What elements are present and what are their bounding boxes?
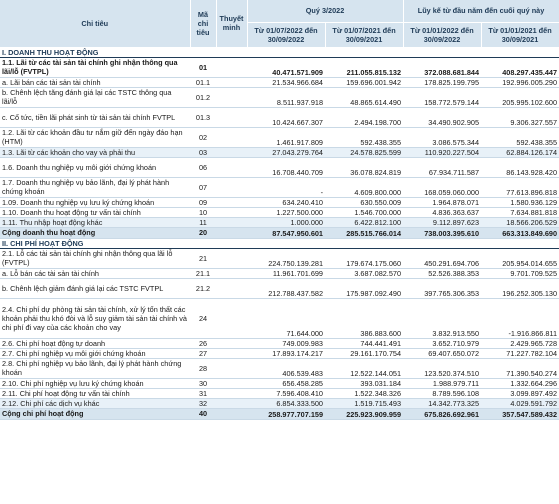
- row-value-ytd-2022: 123.520.374.510: [403, 358, 481, 378]
- row-value-q3-2021: 3.687.082.570: [325, 268, 403, 278]
- total-row: [0, 408, 559, 419]
- row-value-ytd-2022: 9.112.897.623: [403, 217, 481, 227]
- row-code: 40: [190, 408, 216, 419]
- table-header: [0, 0, 559, 47]
- row-value-q3-2021: 48.865.614.490: [325, 87, 403, 107]
- row-code: 01.1: [190, 77, 216, 87]
- row-note: [216, 177, 247, 197]
- row-code: 31: [190, 388, 216, 398]
- table-row: [0, 278, 559, 298]
- row-value-ytd-2021: 205.995.102.600: [481, 87, 559, 107]
- row-note: [216, 298, 247, 338]
- row-label: 2.8. Chi phí nghiệp vụ bảo lãnh, đại lý phát hành chứng khoán: [0, 358, 190, 378]
- row-value-q3-2022: 27.043.279.764: [247, 147, 325, 157]
- row-value-q3-2022: 406.539.483: [247, 358, 325, 378]
- row-value-ytd-2021: 1.332.664.296: [481, 378, 559, 388]
- row-code: 27: [190, 348, 216, 358]
- row-value-ytd-2022: 372.088.681.844: [403, 57, 481, 77]
- row-label: c. Cổ tức, tiền lãi phát sinh từ tài sản tài chính FVTPL: [0, 107, 190, 127]
- row-note: [216, 248, 247, 268]
- row-value-ytd-2022: 168.059.060.000: [403, 177, 481, 197]
- row-value-q3-2022: 1.461.917.809: [247, 127, 325, 147]
- row-value-q3-2021: [325, 47, 403, 57]
- section-row: [0, 238, 559, 248]
- row-label: a. Lỗ bán các tài sản tài chính: [0, 268, 190, 278]
- table-row: [0, 177, 559, 197]
- row-value-q3-2022: [247, 47, 325, 57]
- row-code: 02: [190, 127, 216, 147]
- row-value-ytd-2022: 450.291.694.706: [403, 248, 481, 268]
- row-code: 26: [190, 338, 216, 348]
- row-value-q3-2021: 159.696.001.942: [325, 77, 403, 87]
- row-note: [216, 197, 247, 207]
- row-note: [216, 227, 247, 238]
- table-row: [0, 268, 559, 278]
- header-period: Từ 01/07/2021 đến 30/09/2021: [325, 22, 403, 47]
- row-value-q3-2021: 179.674.175.060: [325, 248, 403, 268]
- header-indicator: Chỉ tiêu: [0, 0, 190, 47]
- row-note: [216, 57, 247, 77]
- table-row: [0, 378, 559, 388]
- table-row: [0, 358, 559, 378]
- row-value-q3-2022: 634.240.410: [247, 197, 325, 207]
- table-row: [0, 107, 559, 127]
- row-value-q3-2021: 2.494.198.700: [325, 107, 403, 127]
- row-value-q3-2021: 4.609.800.000: [325, 177, 403, 197]
- row-value-ytd-2022: 3.652.710.979: [403, 338, 481, 348]
- row-value-ytd-2022: 675.826.692.961: [403, 408, 481, 419]
- row-value-q3-2022: 749.009.983: [247, 338, 325, 348]
- row-code: 32: [190, 398, 216, 408]
- row-value-q3-2022: 21.534.966.684: [247, 77, 325, 87]
- row-value-ytd-2021: 2.429.965.728: [481, 338, 559, 348]
- row-value-ytd-2021: 62.884.126.174: [481, 147, 559, 157]
- row-value-q3-2022: 17.893.174.217: [247, 348, 325, 358]
- row-note: [216, 378, 247, 388]
- table-row: [0, 298, 559, 338]
- row-label: 1.10. Doanh thu hoạt động tư vấn tài chính: [0, 207, 190, 217]
- row-code: 28: [190, 358, 216, 378]
- row-note: [216, 147, 247, 157]
- table-row: [0, 348, 559, 358]
- row-label: 1.3. Lãi từ các khoản cho vay và phải thu: [0, 147, 190, 157]
- table-row: [0, 398, 559, 408]
- row-value-ytd-2022: 8.789.596.108: [403, 388, 481, 398]
- row-value-q3-2022: 10.424.667.307: [247, 107, 325, 127]
- row-value-q3-2022: 87.547.950.601: [247, 227, 325, 238]
- row-label: 2.11. Chi phí hoạt động tư vấn tài chính: [0, 388, 190, 398]
- row-code: 24: [190, 298, 216, 338]
- row-value-ytd-2021: 9.306.327.557: [481, 107, 559, 127]
- row-value-q3-2021: 592.438.355: [325, 127, 403, 147]
- row-label: 1.6. Doanh thu nghiệp vụ môi giới chứng khoán: [0, 157, 190, 177]
- table-row: [0, 77, 559, 87]
- row-note: [216, 388, 247, 398]
- row-value-ytd-2022: [403, 47, 481, 57]
- row-value-ytd-2021: 3.099.897.492: [481, 388, 559, 398]
- row-code: 21: [190, 248, 216, 268]
- section-row: [0, 47, 559, 57]
- row-value-q3-2022: 656.458.285: [247, 378, 325, 388]
- row-code: 07: [190, 177, 216, 197]
- row-value-ytd-2021: 196.252.305.130: [481, 278, 559, 298]
- row-value-q3-2022: 40.471.571.909: [247, 57, 325, 77]
- row-value-ytd-2021: 71.227.782.104: [481, 348, 559, 358]
- row-value-ytd-2022: 52.526.388.353: [403, 268, 481, 278]
- row-value-ytd-2022: 14.342.773.325: [403, 398, 481, 408]
- row-value-q3-2022: 16.708.440.709: [247, 157, 325, 177]
- row-code: 01.2: [190, 87, 216, 107]
- row-value-ytd-2021: 357.547.589.432: [481, 408, 559, 419]
- row-value-q3-2021: 225.923.909.959: [325, 408, 403, 419]
- row-label: 1.7. Doanh thu nghiệp vụ bảo lãnh, đại lý phát hành chứng khoán: [0, 177, 190, 197]
- row-value-q3-2021: 1.519.715.493: [325, 398, 403, 408]
- row-value-ytd-2021: 592.438.355: [481, 127, 559, 147]
- table-body: [0, 47, 559, 419]
- row-value-ytd-2022: 69.407.650.072: [403, 348, 481, 358]
- row-value-ytd-2022: 397.765.306.353: [403, 278, 481, 298]
- row-value-ytd-2021: 86.143.928.420: [481, 157, 559, 177]
- row-value-q3-2021: 12.522.144.051: [325, 358, 403, 378]
- table-row: [0, 207, 559, 217]
- row-value-q3-2021: 24.578.825.599: [325, 147, 403, 157]
- row-value-q3-2021: 285.515.766.014: [325, 227, 403, 238]
- row-value-q3-2022: 7.596.408.410: [247, 388, 325, 398]
- row-value-ytd-2022: 110.920.227.504: [403, 147, 481, 157]
- row-value-ytd-2022: 3.086.575.344: [403, 127, 481, 147]
- row-label: 2.4. Chi phí dự phòng tài sản tài chính, xử lý tổn thất các khoản phải thu khó đòi và lỗ suy giảm tài sản tài chính và chi phí đi vay của các khoản cho vay: [0, 298, 190, 338]
- row-label: 2.7. Chi phí nghiệp vụ môi giới chứng khoán: [0, 348, 190, 358]
- row-value-ytd-2022: 4.836.363.637: [403, 207, 481, 217]
- row-note: [216, 87, 247, 107]
- row-note: [216, 207, 247, 217]
- table-row: [0, 147, 559, 157]
- row-value-q3-2022: 1.000.000: [247, 217, 325, 227]
- row-note: [216, 127, 247, 147]
- row-label: 1.09. Doanh thu nghiệp vụ lưu ký chứng khoán: [0, 197, 190, 207]
- row-value-ytd-2022: 158.772.579.144: [403, 87, 481, 107]
- row-code: 09: [190, 197, 216, 207]
- row-value-q3-2021: 393.031.184: [325, 378, 403, 388]
- row-note: [216, 238, 247, 248]
- table-row: [0, 217, 559, 227]
- row-code: 30: [190, 378, 216, 388]
- table-row: [0, 87, 559, 107]
- row-value-q3-2021: 175.987.092.490: [325, 278, 403, 298]
- row-note: [216, 358, 247, 378]
- row-code: 01: [190, 57, 216, 77]
- header-note: Thuyết minh: [216, 0, 247, 47]
- row-value-q3-2022: 212.788.437.582: [247, 278, 325, 298]
- row-value-ytd-2021: [481, 47, 559, 57]
- row-value-ytd-2021: 7.634.881.818: [481, 207, 559, 217]
- row-label: II. CHI PHÍ HOẠT ĐỘNG: [0, 238, 190, 248]
- row-value-q3-2021: 6.422.812.100: [325, 217, 403, 227]
- row-label: b. Chênh lệch giảm đánh giá lại các TSTC FVTPL: [0, 278, 190, 298]
- row-value-q3-2022: 224.750.139.281: [247, 248, 325, 268]
- row-value-q3-2022: 6.854.333.500: [247, 398, 325, 408]
- row-value-ytd-2021: 18.566.206.529: [481, 217, 559, 227]
- row-code: 03: [190, 147, 216, 157]
- row-value-q3-2021: 1.522.348.326: [325, 388, 403, 398]
- row-value-ytd-2021: 9.701.709.525: [481, 268, 559, 278]
- header-period: Từ 01/07/2022 đến 30/09/2022: [247, 22, 325, 47]
- row-code: [190, 238, 216, 248]
- table-row: [0, 388, 559, 398]
- row-code: 21.2: [190, 278, 216, 298]
- row-label: 1.2. Lãi từ các khoản đầu tư nắm giữ đến ngày đáo hạn (HTM): [0, 127, 190, 147]
- row-value-ytd-2021: 1.580.936.129: [481, 197, 559, 207]
- row-value-ytd-2022: 178.825.199.795: [403, 77, 481, 87]
- row-value-q3-2021: 1.546.700.000: [325, 207, 403, 217]
- table-row: [0, 157, 559, 177]
- header-period: Từ 01/01/2021 đến 30/09/2021: [481, 22, 559, 47]
- total-row: [0, 227, 559, 238]
- row-label: 2.6. Chi phí hoạt động tự doanh: [0, 338, 190, 348]
- row-value-q3-2021: 29.161.170.754: [325, 348, 403, 358]
- row-value-ytd-2021: 192.996.005.290: [481, 77, 559, 87]
- row-value-ytd-2021: 408.297.435.447: [481, 57, 559, 77]
- row-note: [216, 217, 247, 227]
- row-value-ytd-2021: [481, 238, 559, 248]
- row-code: 20: [190, 227, 216, 238]
- row-value-q3-2021: 36.078.824.819: [325, 157, 403, 177]
- row-code: 01.3: [190, 107, 216, 127]
- row-code: [190, 47, 216, 57]
- header-quarter-group: Quý 3/2022: [247, 0, 403, 22]
- row-value-ytd-2022: 1.964.878.071: [403, 197, 481, 207]
- row-value-q3-2021: 386.883.600: [325, 298, 403, 338]
- table-row: [0, 197, 559, 207]
- row-note: [216, 77, 247, 87]
- row-note: [216, 338, 247, 348]
- row-value-ytd-2021: -1.916.866.811: [481, 298, 559, 338]
- row-value-q3-2021: 744.441.491: [325, 338, 403, 348]
- row-value-q3-2022: 11.961.701.699: [247, 268, 325, 278]
- row-value-q3-2022: [247, 238, 325, 248]
- row-value-ytd-2022: 3.832.913.550: [403, 298, 481, 338]
- row-value-ytd-2022: 1.988.979.711: [403, 378, 481, 388]
- row-label: 2.10. Chi phí nghiệp vụ lưu ký chứng khoán: [0, 378, 190, 388]
- row-value-ytd-2021: 71.390.540.274: [481, 358, 559, 378]
- header-period: Từ 01/01/2022 đến 30/09/2022: [403, 22, 481, 47]
- row-label: I. DOANH THU HOẠT ĐỘNG: [0, 47, 190, 57]
- row-value-ytd-2022: 738.003.395.610: [403, 227, 481, 238]
- row-code: 10: [190, 207, 216, 217]
- row-value-q3-2022: -: [247, 177, 325, 197]
- row-note: [216, 278, 247, 298]
- row-note: [216, 348, 247, 358]
- row-code: 11: [190, 217, 216, 227]
- row-label: b. Chênh lệch tăng đánh giá lại các TSTC thông qua lãi/lỗ: [0, 87, 190, 107]
- row-value-q3-2021: 630.550.009: [325, 197, 403, 207]
- row-value-q3-2021: [325, 238, 403, 248]
- row-note: [216, 107, 247, 127]
- table-row: [0, 338, 559, 348]
- row-code: 06: [190, 157, 216, 177]
- row-note: [216, 398, 247, 408]
- table-row: [0, 57, 559, 77]
- header-ytd-group: Lũy kế từ đầu năm đến cuối quý này: [403, 0, 559, 22]
- row-value-ytd-2022: [403, 238, 481, 248]
- row-value-ytd-2021: 205.954.014.655: [481, 248, 559, 268]
- row-value-ytd-2022: 34.490.902.905: [403, 107, 481, 127]
- row-note: [216, 268, 247, 278]
- row-label: a. Lãi bán các tài sản tài chính: [0, 77, 190, 87]
- row-label: 2.1. Lỗ các tài sản tài chính ghi nhận thông qua lãi lỗ (FVTPL): [0, 248, 190, 268]
- row-value-ytd-2021: 77.613.896.818: [481, 177, 559, 197]
- row-value-q3-2022: 71.644.000: [247, 298, 325, 338]
- row-value-q3-2022: 8.511.937.918: [247, 87, 325, 107]
- table-row: [0, 127, 559, 147]
- row-note: [216, 47, 247, 57]
- row-note: [216, 408, 247, 419]
- row-note: [216, 157, 247, 177]
- header-code: Mã chỉ tiêu: [190, 0, 216, 47]
- row-value-q3-2022: 258.977.707.159: [247, 408, 325, 419]
- row-value-ytd-2021: 663.313.849.690: [481, 227, 559, 238]
- row-label: 1.1. Lãi từ các tài sản tài chính ghi nhận thông qua lãi/lỗ (FVTPL): [0, 57, 190, 77]
- row-label: 2.12. Chi phí các dịch vụ khác: [0, 398, 190, 408]
- table-row: [0, 248, 559, 268]
- row-code: 21.1: [190, 268, 216, 278]
- row-value-ytd-2021: 4.029.591.792: [481, 398, 559, 408]
- row-label: Cộng doanh thu hoạt động: [0, 227, 190, 238]
- row-label: 1.11. Thu nhập hoạt động khác: [0, 217, 190, 227]
- row-value-ytd-2022: 67.934.711.587: [403, 157, 481, 177]
- row-value-q3-2021: 211.055.815.132: [325, 57, 403, 77]
- row-value-q3-2022: 1.227.500.000: [247, 207, 325, 217]
- row-label: Cộng chi phí hoạt động: [0, 408, 190, 419]
